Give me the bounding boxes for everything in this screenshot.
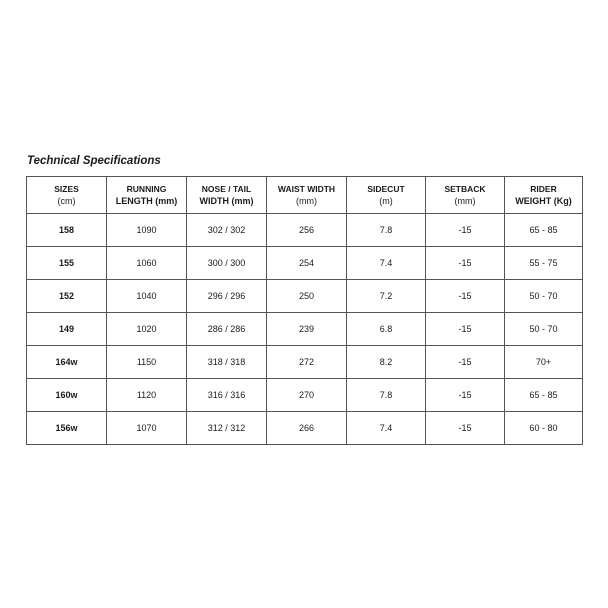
table-row (27, 247, 583, 280)
cell-running-length: 1070 (107, 412, 187, 445)
cell-setback: -15 (426, 280, 505, 313)
table-title: Technical Specifications (27, 155, 161, 167)
header-sizes: SIZES (cm) (27, 177, 107, 214)
cell-running-length: 1060 (107, 247, 187, 280)
table-row (27, 280, 583, 313)
cell-nose-tail-width: 296 / 296 (187, 280, 267, 313)
cell-setback: -15 (426, 247, 505, 280)
cell-nose-tail-width: 318 / 318 (187, 346, 267, 379)
cell-sidecut: 7.2 (347, 280, 426, 313)
cell-sidecut: 8.2 (347, 346, 426, 379)
cell-rider-weight: 55 - 75 (505, 247, 583, 280)
cell-sidecut: 6.8 (347, 313, 426, 346)
cell-rider-weight: 70+ (505, 346, 583, 379)
table-row (27, 346, 583, 379)
cell-setback: -15 (426, 379, 505, 412)
cell-sidecut: 7.8 (347, 214, 426, 247)
cell-running-length: 1090 (107, 214, 187, 247)
cell-rider-weight: 50 - 70 (505, 280, 583, 313)
cell-rider-weight: 65 - 85 (505, 379, 583, 412)
header-nose-tail-width: NOSE / TAIL WIDTH (mm) (187, 177, 267, 214)
cell-nose-tail-width: 312 / 312 (187, 412, 267, 445)
table-row (27, 412, 583, 445)
cell-nose-tail-width: 286 / 286 (187, 313, 267, 346)
header-setback: SETBACK (mm) (426, 177, 505, 214)
cell-setback: -15 (426, 346, 505, 379)
cell-size: 160w (27, 379, 107, 412)
cell-waist-width: 266 (267, 412, 347, 445)
table-row (27, 379, 583, 412)
cell-running-length: 1020 (107, 313, 187, 346)
spec-table (26, 176, 583, 445)
cell-running-length: 1150 (107, 346, 187, 379)
cell-setback: -15 (426, 313, 505, 346)
cell-waist-width: 239 (267, 313, 347, 346)
cell-setback: -15 (426, 214, 505, 247)
header-row (27, 177, 583, 214)
header-sidecut: SIDECUT (m) (347, 177, 426, 214)
cell-rider-weight: 50 - 70 (505, 313, 583, 346)
table-row (27, 214, 583, 247)
cell-running-length: 1040 (107, 280, 187, 313)
cell-running-length: 1120 (107, 379, 187, 412)
cell-size: 149 (27, 313, 107, 346)
table-row (27, 313, 583, 346)
cell-waist-width: 256 (267, 214, 347, 247)
header-waist-width: WAIST WIDTH (mm) (267, 177, 347, 214)
cell-sidecut: 7.8 (347, 379, 426, 412)
cell-nose-tail-width: 316 / 316 (187, 379, 267, 412)
cell-sidecut: 7.4 (347, 412, 426, 445)
cell-sidecut: 7.4 (347, 247, 426, 280)
cell-setback: -15 (426, 412, 505, 445)
cell-size: 164w (27, 346, 107, 379)
cell-rider-weight: 60 - 80 (505, 412, 583, 445)
cell-rider-weight: 65 - 85 (505, 214, 583, 247)
cell-nose-tail-width: 302 / 302 (187, 214, 267, 247)
cell-waist-width: 272 (267, 346, 347, 379)
cell-size: 152 (27, 280, 107, 313)
cell-size: 155 (27, 247, 107, 280)
cell-waist-width: 250 (267, 280, 347, 313)
cell-size: 156w (27, 412, 107, 445)
cell-size: 158 (27, 214, 107, 247)
header-rider-weight: RIDER WEIGHT (Kg) (505, 177, 583, 214)
cell-waist-width: 270 (267, 379, 347, 412)
cell-nose-tail-width: 300 / 300 (187, 247, 267, 280)
cell-waist-width: 254 (267, 247, 347, 280)
header-running-length: RUNNING LENGTH (mm) (107, 177, 187, 214)
